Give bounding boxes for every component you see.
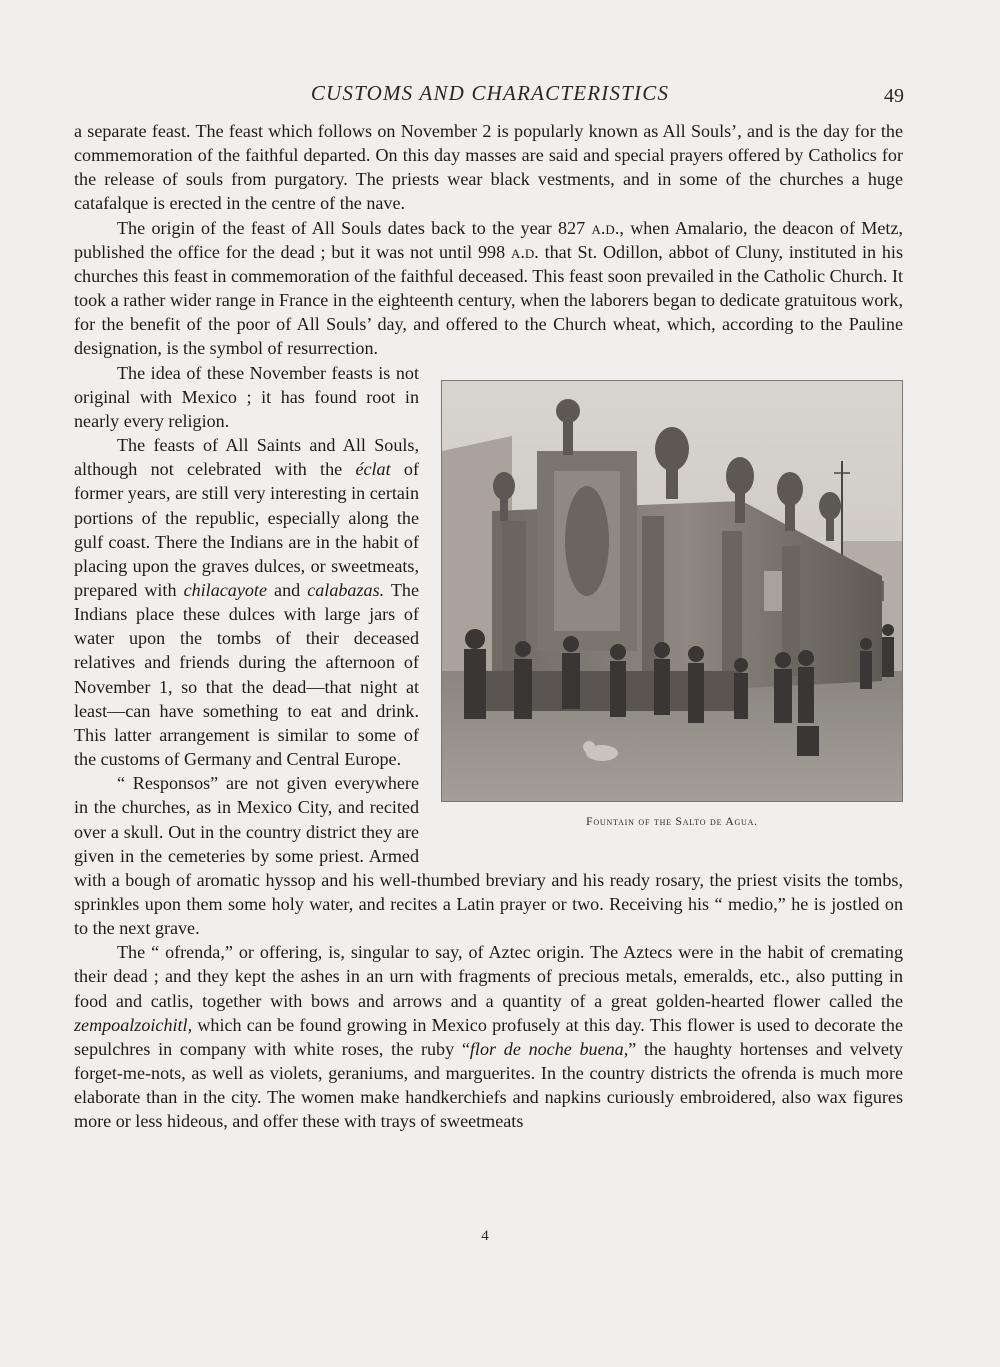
- text-run: , when Amalario, the deacon of Metz, published the office for the dead ; but it was not until 998: [74, 217, 903, 262]
- fountain-photo: [441, 380, 903, 802]
- text-run: of former years, are still very interesting in certain portions of the republic, especially along the gulf coast. There the Indians are in the habit of placing upon the graves dulces, or sweetmeats, prepared with: [74, 459, 419, 600]
- italic-term: calabazas.: [307, 579, 385, 600]
- italic-term: zempoalzoichitl,: [74, 1014, 193, 1035]
- signature-mark: 4: [481, 1228, 489, 1244]
- era-abbrev: a.d.: [510, 241, 539, 262]
- fountain-illustration: [442, 381, 902, 801]
- italic-term: flor de noche buena,: [469, 1038, 629, 1059]
- figure-fountain: [441, 380, 903, 856]
- text-run: The origin of the feast of All Souls dates back to the year 827: [117, 217, 586, 238]
- text-run: The Indians place these dulces with large jars of water upon the tombs of their deceased relatives and friends during the afternoon of November 1, so that the dead—that night at least—can have something to eat and drink. This latter arrangement is similar to some of the customs of Germany and Central Europe.: [74, 579, 420, 770]
- era-abbrev: a.d.: [591, 217, 620, 238]
- text-run: and: [274, 579, 301, 600]
- italic-term: chilacayote: [183, 579, 267, 600]
- text-run: ” the haughty hortenses and velvety forget-me-nots, as well as violets, geraniums, and marguerites. In the country districts the ofrenda is much more elaborate than in the city. The women make handkerchiefs and napkins curiously embroidered, also wax figures more or less hideous, and offer these with trays of sweetmeats: [74, 1038, 903, 1132]
- paragraph-2: [74, 216, 903, 361]
- text-run: The feasts of All Saints and All Souls, although not celebrated with the: [74, 435, 419, 480]
- text-run: which can be found growing in Mexico profusely at this day. This flower is used to decorate the sepulchres in company with white roses, the ruby “: [74, 1014, 903, 1059]
- paragraph-1: a separate feast. The feast which follows on November 2 is popularly known as All Souls’, and is the day for the commemoration of the faithful departed. On this day masses are said and special prayers offered by Catholics for the release of souls from purgatory. The priests wear black vestments, and in some of the churches a huge catafalque is erected in the centre of the nave.: [74, 121, 903, 214]
- page-number: 49: [884, 85, 904, 107]
- text-run: The “ ofrenda,” or offering, is, singular to say, of Aztec origin. The Aztecs were in the habit of cremating their dead ; and they kept the ashes in an urn with fragments of precious metals, emeralds, etc., also putting in food and catlis, together with bows and arrows and a quantity of a great golden-hearted flower called the: [74, 942, 903, 1011]
- paragraph-3: The idea of these November feasts is not original with Mexico ; it has found root in nearly every religion.: [74, 362, 419, 431]
- running-title: CUSTOMS AND CHARACTERISTICS: [310, 81, 670, 105]
- paragraph-5: “ Responsos” are not given everywhere in the churches, as in Mexico City, and recited over a skull. Out in the country district they are given in the cemeteries by some priest. Armed with a bough of aromatic hyssop and his well-thumbed breviary and his ready rosary, the priest visits the tombs, sprinkles upon them some holy water, and recites a Latin prayer or two. Receiving his “ medio,” he is jostled on to the next grave.: [74, 773, 903, 939]
- text-run: that St. Odillon, abbot of Cluny, instituted in his churches this feast in commemoration of the faithful deceased. This feast soon prevailed in the Catholic Church. It took a rather wider range in France in the eighteenth century, when the laborers began to dedicate gratuitous work, for the benefit of the poor of All Souls’ day, and offered to the Church wheat, which, according to the Pauline designation, is the symbol of resurrection.: [74, 241, 903, 359]
- body-text: [74, 119, 903, 1134]
- figure-caption: Fountain of the Salto de Agua.: [586, 815, 758, 828]
- paragraph-6: [74, 940, 903, 1133]
- italic-term: éclat: [355, 459, 391, 480]
